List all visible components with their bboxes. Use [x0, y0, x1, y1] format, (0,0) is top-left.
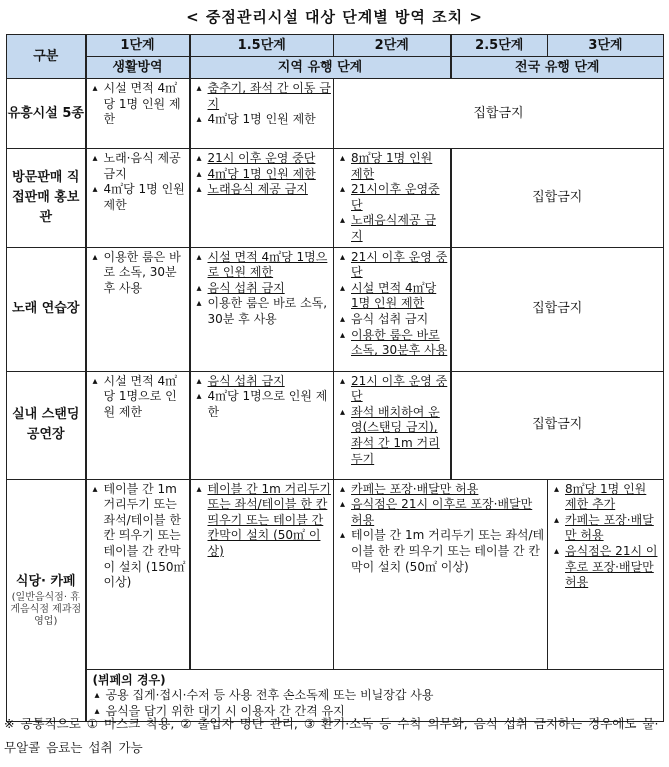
measure-item: ▴ 이용한 룸은 바로 소독, 30분후 사용 — [340, 328, 448, 359]
buffet-title: (뷔페의 경우) — [92, 672, 166, 687]
measure-item: ▴ 카페는 포장·배달만 허용 — [340, 482, 545, 498]
footnote: ※ 공통적으로 ① 마스크 착용, ② 출입자 명단 관리, ③ 환기·소독 등 수칙 의무화, 음식 섭취 금지하는 경우에도 물·무알콜 음료는 섭취 가능 — [4, 716, 659, 755]
cell-step1 — [86, 149, 190, 248]
measure-item: ▴ 음식 섭취 금지 — [197, 374, 332, 390]
measure-item: ▴ 이용한 룸은 바로 소독, 30분 후 사용 — [93, 250, 187, 297]
page-title: < 중점관리시설 대상 단계별 방역 조치 > — [186, 8, 483, 26]
cell-merged: 집합금지 — [451, 371, 664, 479]
measure-item: ▴ 춤추기, 좌석 간 이동 금지 — [197, 81, 332, 112]
measure-item: ▴ 4㎡당 1명 인원 제한 — [197, 167, 332, 183]
header-step-3: 3단계 — [548, 35, 664, 57]
row-category: 방문판매 직접판매 홍보관 — [7, 149, 86, 248]
cell-step3 — [548, 479, 664, 669]
measure-item: ▴ 21시 이후 운영 중단 — [340, 250, 448, 281]
measure-item: ▴ 시설 면적 4㎡당 1명 인원 제한 — [93, 81, 187, 128]
row-category-sub: (일반음식점· 휴게음식점 제과점영업) — [10, 592, 82, 628]
cell-step1 — [86, 79, 190, 149]
cell-merged: 집합금지 — [451, 149, 664, 248]
cell-step1 — [86, 371, 190, 479]
cell-step15 — [190, 371, 334, 479]
cell-step1 — [86, 479, 190, 669]
measure-item: ▴ 4㎡당 1명으로 인원 제한 — [197, 389, 332, 420]
measure-item: ▴ 21시이후 운영중단 — [340, 182, 448, 213]
cell-step2 — [334, 479, 548, 669]
header-group-living: 생활방역 — [86, 57, 190, 79]
measure-item: ▴ 노래음식 제공 금지 — [197, 182, 332, 198]
row-category: 실내 스탠딩 공연장 — [7, 371, 86, 479]
cell-merged: 집합금지 — [451, 247, 664, 371]
measure-item: ▴ 노래음식제공 금지 — [340, 213, 448, 244]
measure-item: ▴ 8㎡당 1명 인원 제한 — [340, 151, 448, 182]
measure-item: ▴ 음식점은 21시 이후로 포장·배달만 허용 — [340, 497, 545, 528]
cell-step15 — [190, 149, 334, 248]
header-step-2-5: 2.5단계 — [451, 35, 548, 57]
measure-item: ▴ 테이블 간 1m 거리두기 또는 좌석/테이블 한 칸 띄우기 또는 테이블 간 칸막이 설치 (50㎡ 이상) — [340, 528, 545, 575]
measure-item: ▴ 시설 면적 4㎡당 1명으로 인원 제한 — [93, 374, 187, 421]
buffet-item: ▴ 음식을 담기 위한 대기 시 이용자 간 간격 유지 — [95, 704, 658, 720]
measure-item: ▴ 카페는 포장·배달만 허용 — [554, 513, 661, 544]
cell-step2 — [334, 149, 451, 248]
cell-step15 — [190, 79, 334, 149]
row-category: 식당· 카페 (일반음식점· 휴게음식점 제과점영업) — [7, 479, 86, 722]
cell-step2 — [334, 247, 451, 371]
header-step-2: 2단계 — [334, 35, 451, 57]
measure-item: ▴ 테이블 간 1m 거리두기 또는 좌석/테이블 한 칸 띄우기 또는 테이블 간 칸막이 설치 (150㎡ 이상) — [93, 482, 187, 591]
measure-item: ▴ 음식점은 21시 이후로 포장·배달만 허용 — [554, 544, 661, 591]
header-step-1-5: 1.5단계 — [190, 35, 334, 57]
measure-item: ▴ 이용한 룸은 바로 소독, 30분 후 사용 — [197, 296, 332, 327]
measure-item: ▴ 시설 면적 4㎡당 1명으로 인원 제한 — [197, 250, 332, 281]
cell-step15 — [190, 247, 334, 371]
measure-item: ▴ 테이블 간 1m 거리두기 또는 좌석/테이블 한 칸 띄우기 또는 테이블 간 칸막이 설치 (50㎡ 이상) — [197, 482, 332, 560]
cell-step15 — [190, 479, 334, 669]
header-step-1: 1단계 — [86, 35, 190, 57]
measure-item: ▴ 21시 이후 운영 중단 — [197, 151, 332, 167]
header-category: 구분 — [7, 35, 86, 79]
header-group-national: 전국 유행 단계 — [451, 57, 664, 79]
measure-item: ▴ 21시 이후 운영 중단 — [340, 374, 448, 405]
measures-table — [6, 34, 664, 722]
measure-item: ▴ 좌석 배치하여 운영(스탠딩 금지), 좌석 간 1m 거리두기 — [340, 405, 448, 467]
row-category: 노래 연습장 — [7, 247, 86, 371]
cell-merged: 집합금지 — [334, 79, 664, 149]
measure-item: ▴ 음식 섭취 금지 — [197, 281, 332, 297]
measure-item: ▴ 시설 면적 4㎡당 1명 인원 제한 — [340, 281, 448, 312]
measure-item: ▴ 4㎡당 1명 인원 제한 — [93, 182, 187, 213]
buffet-item: ▴ 공용 집게·접시·수저 등 사용 전후 손소독제 또는 비닐장갑 사용 — [95, 688, 658, 704]
header-group-regional: 지역 유행 단계 — [190, 57, 451, 79]
measure-item: ▴ 8㎡당 1명 인원 제한 추가 — [554, 482, 661, 513]
cell-step2 — [334, 371, 451, 479]
measure-item: ▴ 노래·음식 제공 금지 — [93, 151, 187, 182]
row-category: 유흥시설 5종 — [7, 79, 86, 149]
measure-item: ▴ 4㎡당 1명 인원 제한 — [197, 112, 332, 128]
cell-step1 — [86, 247, 190, 371]
measure-item: ▴ 음식 섭취 금지 — [340, 312, 448, 328]
